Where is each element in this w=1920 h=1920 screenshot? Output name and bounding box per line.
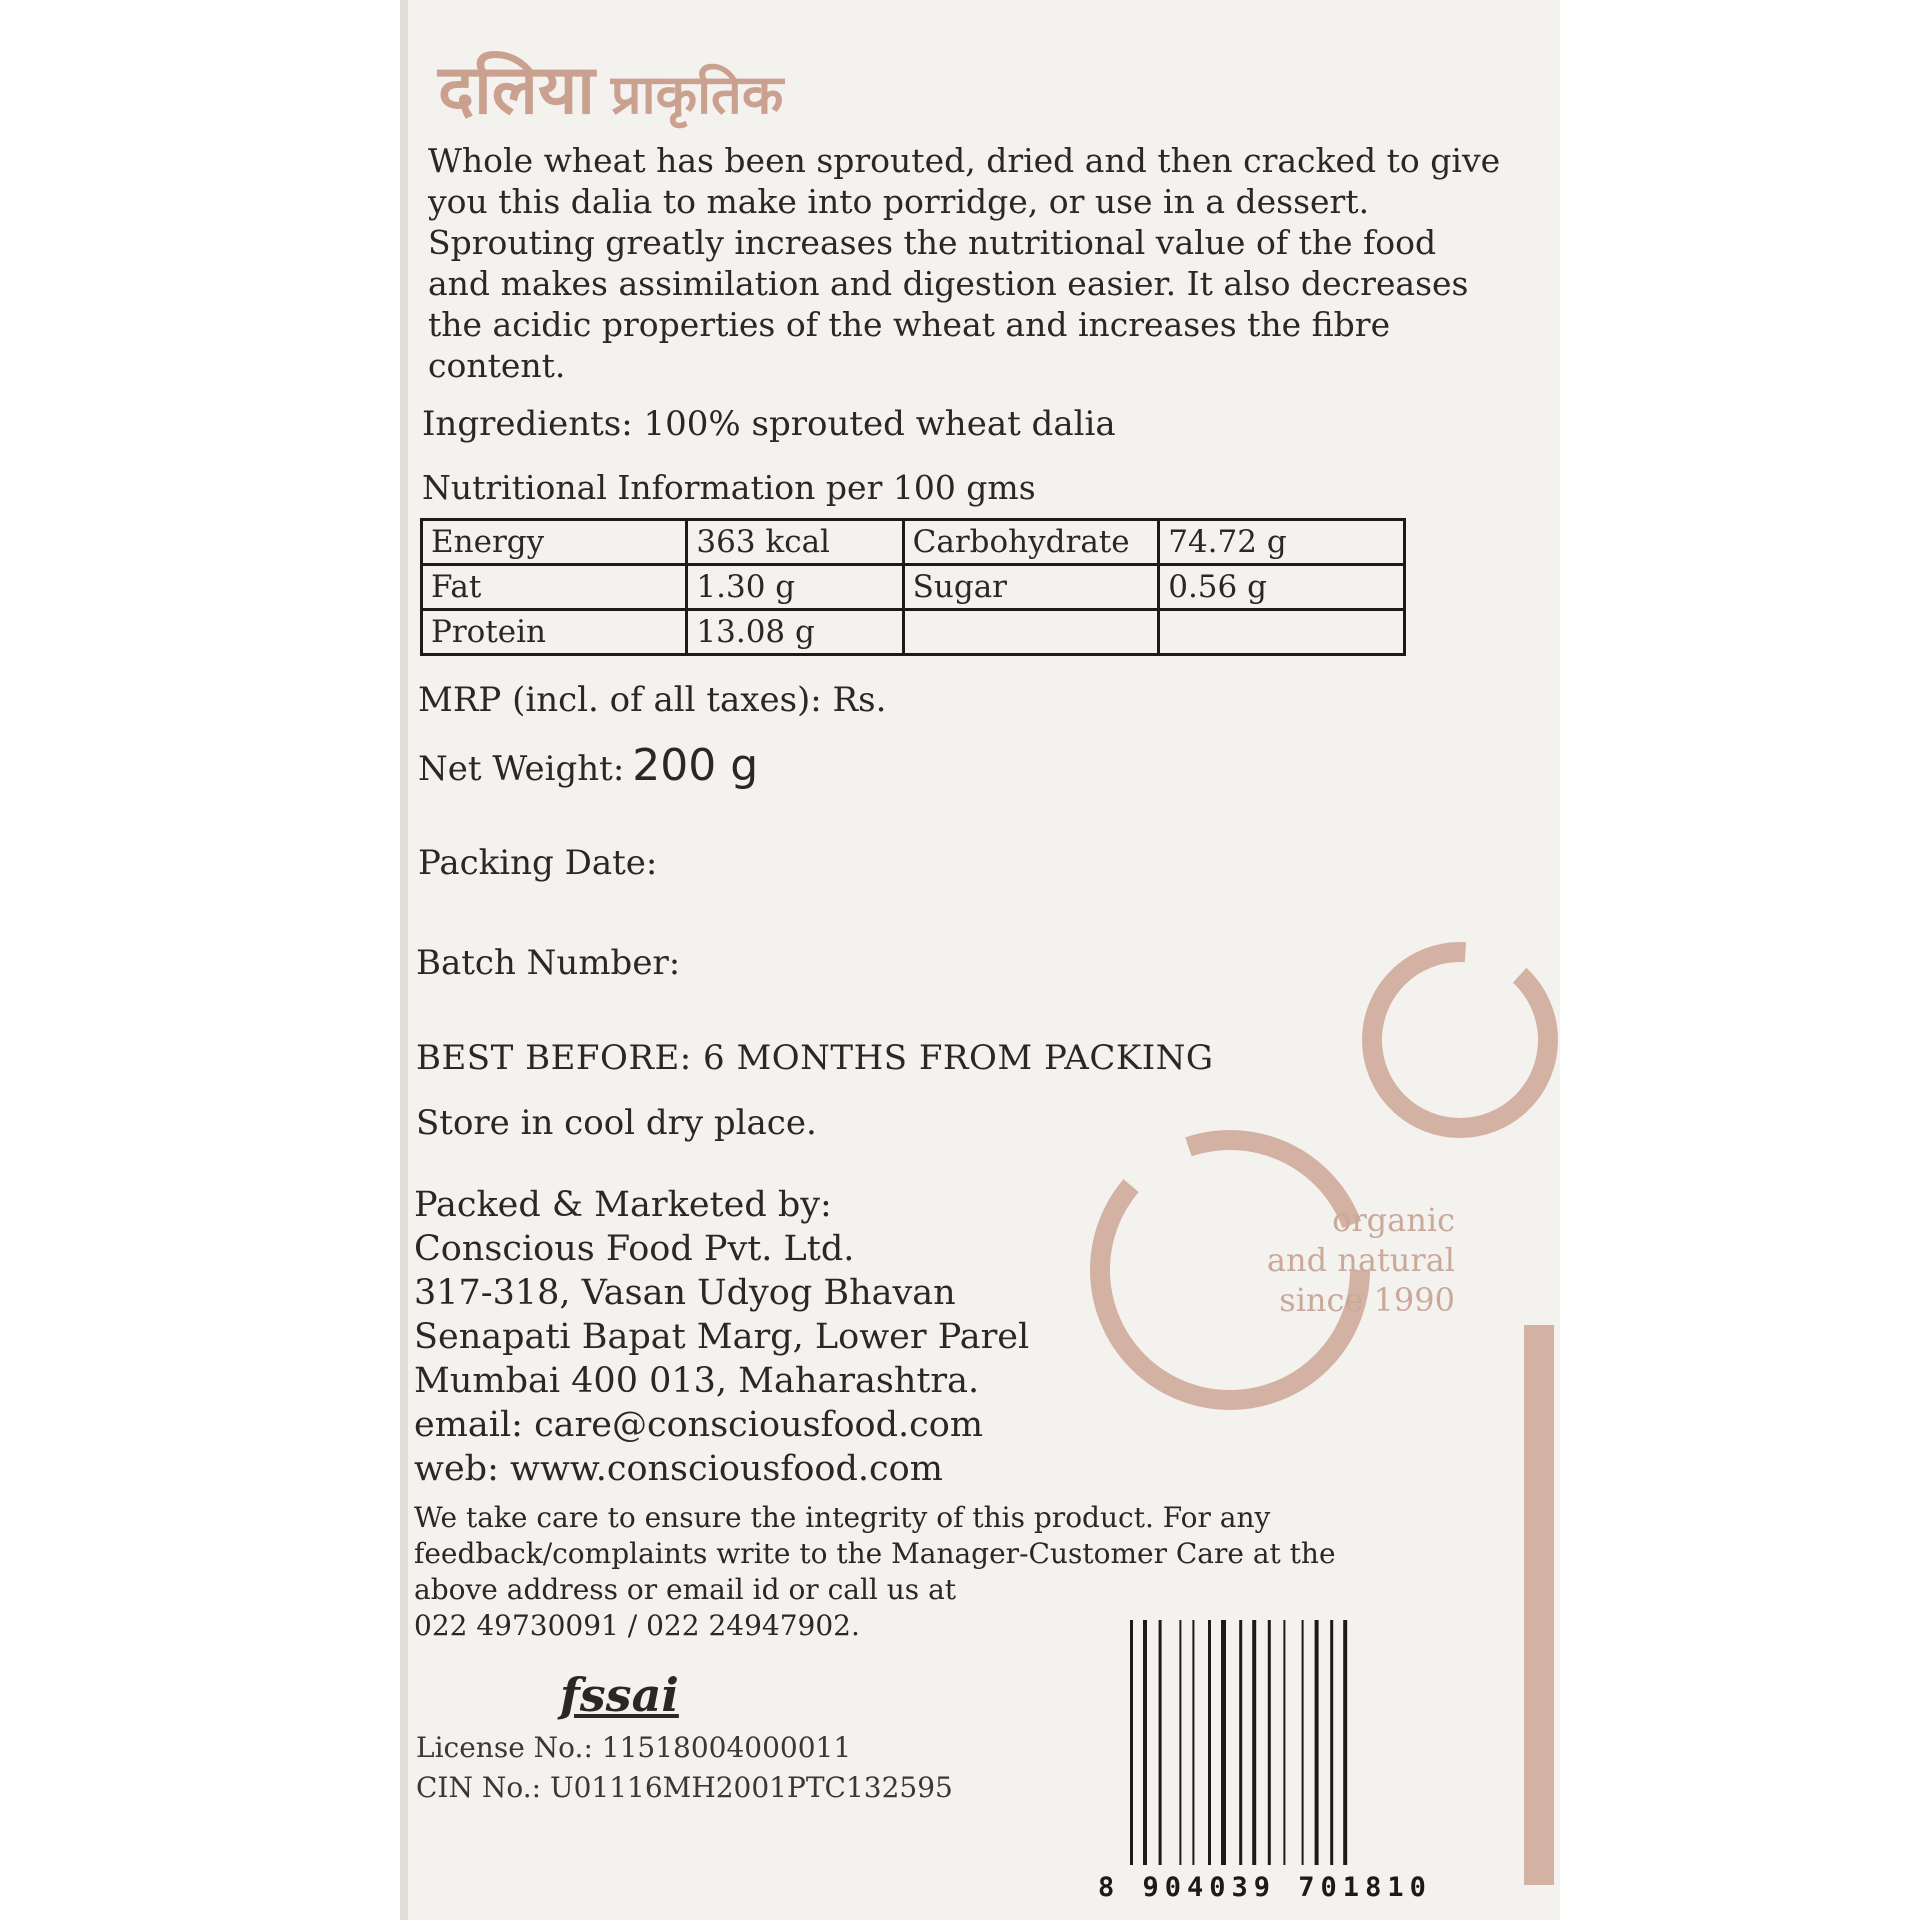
barcode-bar bbox=[1179, 1620, 1181, 1865]
storage-instructions: Store in cool dry place. bbox=[416, 1103, 817, 1143]
care-line: above address or email id or call us at bbox=[414, 1573, 957, 1606]
net-weight bbox=[418, 740, 758, 791]
care-line: We take care to ensure the integrity of this product. For any bbox=[414, 1501, 1271, 1534]
barcode-bar bbox=[1239, 1620, 1242, 1865]
barcode-digits: 8 904039 701810 bbox=[1098, 1872, 1432, 1903]
tagline-line: organic bbox=[1332, 1201, 1455, 1239]
address-line: email: care@consciousfood.com bbox=[414, 1405, 984, 1445]
mrp-text: MRP (incl. of all taxes): Rs. bbox=[418, 680, 887, 720]
batch-number: Batch Number: bbox=[416, 943, 681, 983]
license-block bbox=[416, 1728, 953, 1808]
product-description bbox=[428, 140, 1538, 386]
barcode-bar bbox=[1192, 1620, 1194, 1865]
barcode-bar bbox=[1343, 1620, 1347, 1865]
barcode-bar bbox=[1159, 1620, 1162, 1865]
table-cell: 74.72 g bbox=[1159, 520, 1405, 565]
packing-date: Packing Date: bbox=[418, 843, 658, 883]
upper-ring bbox=[1372, 952, 1548, 1128]
table-row bbox=[422, 520, 1405, 565]
ingredients: Ingredients: 100% sprouted wheat dalia bbox=[422, 404, 1116, 444]
table-cell: 13.08 g bbox=[687, 610, 903, 655]
table-row bbox=[422, 565, 1405, 610]
barcode-bar bbox=[1302, 1620, 1304, 1865]
nutrition-heading: Nutritional Information per 100 gms bbox=[422, 468, 1036, 507]
barcode-bar bbox=[1330, 1620, 1333, 1865]
address-block bbox=[414, 1183, 1029, 1491]
table-cell: 0.56 g bbox=[1159, 565, 1405, 610]
tagline-line: since 1990 bbox=[1279, 1281, 1455, 1319]
hindi-title bbox=[438, 40, 783, 133]
barcode-bar bbox=[1252, 1620, 1256, 1865]
address-line: web: www.consciousfood.com bbox=[414, 1449, 943, 1489]
right-stripe bbox=[1524, 1325, 1554, 1885]
address-line: Mumbai 400 013, Maharashtra. bbox=[414, 1361, 980, 1401]
care-line: 022 49730091 / 022 24947902. bbox=[414, 1609, 860, 1642]
description-line: the acidic properties of the wheat and increases the fibre bbox=[428, 305, 1391, 344]
table-cell: Protein bbox=[422, 610, 687, 655]
barcode-bar bbox=[1130, 1620, 1133, 1865]
barcode-bar bbox=[1221, 1620, 1226, 1865]
description-line: you this dalia to make into porridge, or use in a dessert. bbox=[428, 182, 1370, 221]
address-line: Conscious Food Pvt. Ltd. bbox=[414, 1229, 855, 1269]
barcode-bar bbox=[1268, 1620, 1271, 1865]
table-cell: Sugar bbox=[903, 565, 1159, 610]
barcode-bar bbox=[1208, 1620, 1211, 1865]
nutrition-table bbox=[420, 518, 1406, 656]
description-line: Sprouting greatly increases the nutritional value of the food bbox=[428, 223, 1437, 262]
address-line: Packed & Marketed by: bbox=[414, 1185, 832, 1225]
description-line: Whole wheat has been sprouted, dried and then cracked to give bbox=[428, 141, 1501, 180]
best-before: BEST BEFORE: 6 MONTHS FROM PACKING bbox=[416, 1038, 1214, 1078]
table-cell: 1.30 g bbox=[687, 565, 903, 610]
address-line: Senapati Bapat Marg, Lower Parel bbox=[414, 1317, 1030, 1357]
table-cell: Energy bbox=[422, 520, 687, 565]
tagline bbox=[1155, 1200, 1455, 1320]
description-line: and makes assimilation and digestion easier. It also decreases bbox=[428, 264, 1469, 303]
cin-number: CIN No.: U01116MH2001PTC132595 bbox=[416, 1771, 953, 1804]
barcode-bar bbox=[1143, 1620, 1147, 1865]
barcode bbox=[1098, 1620, 1448, 1910]
barcode-bar bbox=[1283, 1620, 1285, 1865]
table-cell: 363 kcal bbox=[687, 520, 903, 565]
barcode-bar bbox=[1315, 1620, 1319, 1865]
net-weight-label: Net Weight: bbox=[418, 749, 625, 789]
address-line: 317-318, Vasan Udyog Bhavan bbox=[414, 1273, 956, 1313]
fssai-logo: fssai bbox=[560, 1668, 679, 1722]
hindi-title-sub: प्राकृतिक bbox=[610, 63, 784, 126]
hindi-title-main: दलिया bbox=[438, 51, 595, 130]
description-line: content. bbox=[428, 346, 566, 385]
license-number: License No.: 11518004000011 bbox=[416, 1731, 852, 1764]
table-cell: Fat bbox=[422, 565, 687, 610]
care-line: feedback/complaints write to the Manager-Customer Care at the bbox=[414, 1537, 1336, 1570]
table-cell bbox=[903, 610, 1159, 655]
tagline-line: and natural bbox=[1266, 1241, 1455, 1279]
table-row bbox=[422, 610, 1405, 655]
table-cell: Carbohydrate bbox=[903, 520, 1159, 565]
table-cell bbox=[1159, 610, 1405, 655]
net-weight-value: 200 g bbox=[632, 740, 759, 791]
